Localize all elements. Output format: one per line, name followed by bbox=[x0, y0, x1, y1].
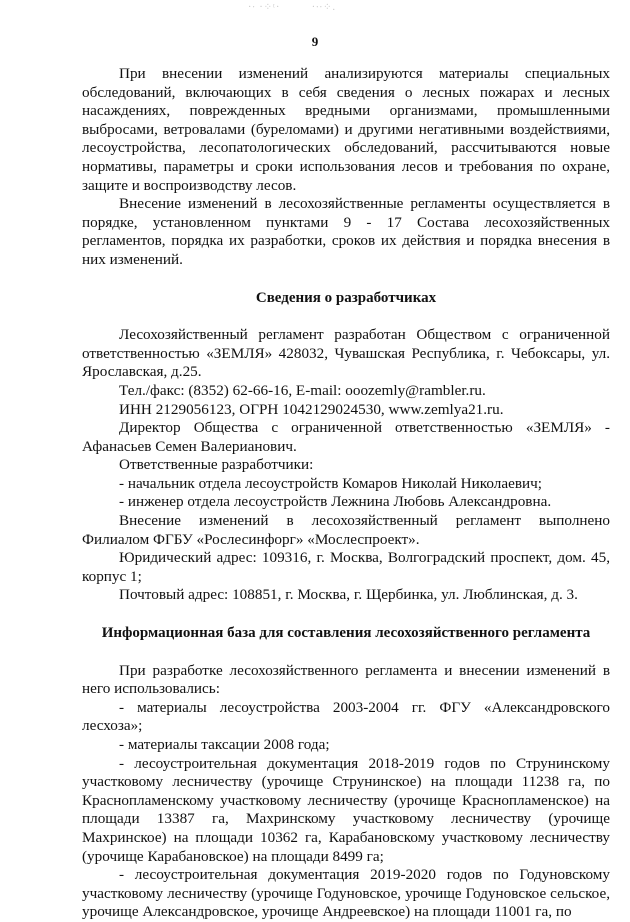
spacer bbox=[82, 605, 610, 624]
heading-developers: Сведения о разработчиках bbox=[255, 289, 437, 306]
paragraph-postal-address: Почтовый адрес: 108851, г. Москва, г. Щербинка, ул. Люблинская, д. 3. bbox=[119, 586, 578, 604]
paragraph-sources-intro: При разработке лесохозяйственного регламента и внесении изменений в него использовались: bbox=[82, 661, 610, 698]
spacer bbox=[82, 307, 610, 326]
document-body bbox=[82, 65, 610, 922]
list-item-source-1: - материалы лесоустройства 2003-2004 гг. ФГУ «Александровского лесхоза»; bbox=[82, 698, 610, 735]
paragraph-changes-procedure: Внесение изменений в лесохозяйственные регламенты осуществляется в порядке, установленном пунктами 9 - 17 Состава лесохозяйственных регламентов, порядка их разработки, сроков их действия и порядка внесения в них изменений. bbox=[82, 195, 610, 268]
list-item-developer-1: - начальник отдела лесоустройств Комаров Николай Николаевич; bbox=[119, 474, 542, 492]
paragraph-inn: ИНН 2129056123, ОГРН 1042129024530, www.zemlya21.ru. bbox=[119, 400, 504, 418]
list-item-developer-2: - инженер отдела лесоустройств Лежнина Любовь Александровна. bbox=[119, 493, 552, 511]
list-item-source-4: - лесоустроительная документация 2019-2020 годов по Годуновскому участковому лесничеству (урочище Годуновское, урочище Годуновское сельское, урочище Александровское, урочище Андреевское) на площади 11001 га, по bbox=[82, 866, 610, 921]
scan-artifact bbox=[248, 2, 364, 13]
paragraph-director: Директор Общества с ограниченной ответственностью «ЗЕМЛЯ» - Афанасьев Семен Валерианович. bbox=[82, 419, 610, 455]
paragraph-changes-branch: Внесение изменений в лесохозяйственный регламент выполнено Филиалом ФГБУ «Рослесинфорг» «Мослеспроект». bbox=[82, 512, 610, 548]
list-item-source-3: - лесоустроительная документация 2018-2019 годов по Струнинскому участковому лесничеству (урочище Струнинское) на площади 11238 га, по Краснопламенскому участковому лесничеству (урочище Краснопламенское) на площади 13387 га, Махринскому участковому лесничеству (урочище Махринское) на площади 10362 га, Карабановскому участковому лесничеству (урочище Карабановское) на площади 8499 га; bbox=[82, 754, 610, 865]
page-number: 9 bbox=[311, 34, 319, 49]
heading-information-base: Информационная база для составления лесохозяйственного регламента bbox=[101, 625, 591, 642]
paragraph-responsible: Ответственные разработчики: bbox=[119, 456, 314, 474]
spacer bbox=[82, 270, 610, 289]
paragraph-contacts: Тел./факс: (8352) 62-66-16, E-mail: ooozemly@rambler.ru. bbox=[119, 381, 486, 399]
spacer bbox=[82, 643, 610, 662]
paragraph-changes-analysis: При внесении изменений анализируются материалы специальных обследований, включающих в себя сведения о лесных пожарах и лесных насаждениях, поврежденных вредными организмами, промышленными выбросами, ветровалами (буреломами) и другими негативными воздействиями, лесоустройства, лесопатологических обследований, рассчитываются новые нормативы, параметры и сроки использования лесов и требования по охране, защите и воспроизводству лесов. bbox=[82, 65, 610, 194]
scan-artifact-left: ·∙ ·⁘ᵗ· bbox=[248, 2, 281, 13]
paragraph-developer-org: Лесохозяйственный регламент разработан Обществом с ограниченной ответственностью «ЗЕМЛЯ» 428032, Чувашская Республика, г. Чебоксары, ул. Ярославская, д.25. bbox=[82, 326, 610, 381]
list-item-source-2: - материалы таксации 2008 года; bbox=[119, 736, 330, 753]
scan-artifact-right: ·∙∙⁘. bbox=[311, 2, 337, 13]
paragraph-legal-address: Юридический адрес: 109316, г. Москва, Волгоградский проспект, дом. 45, корпус 1; bbox=[82, 549, 610, 585]
